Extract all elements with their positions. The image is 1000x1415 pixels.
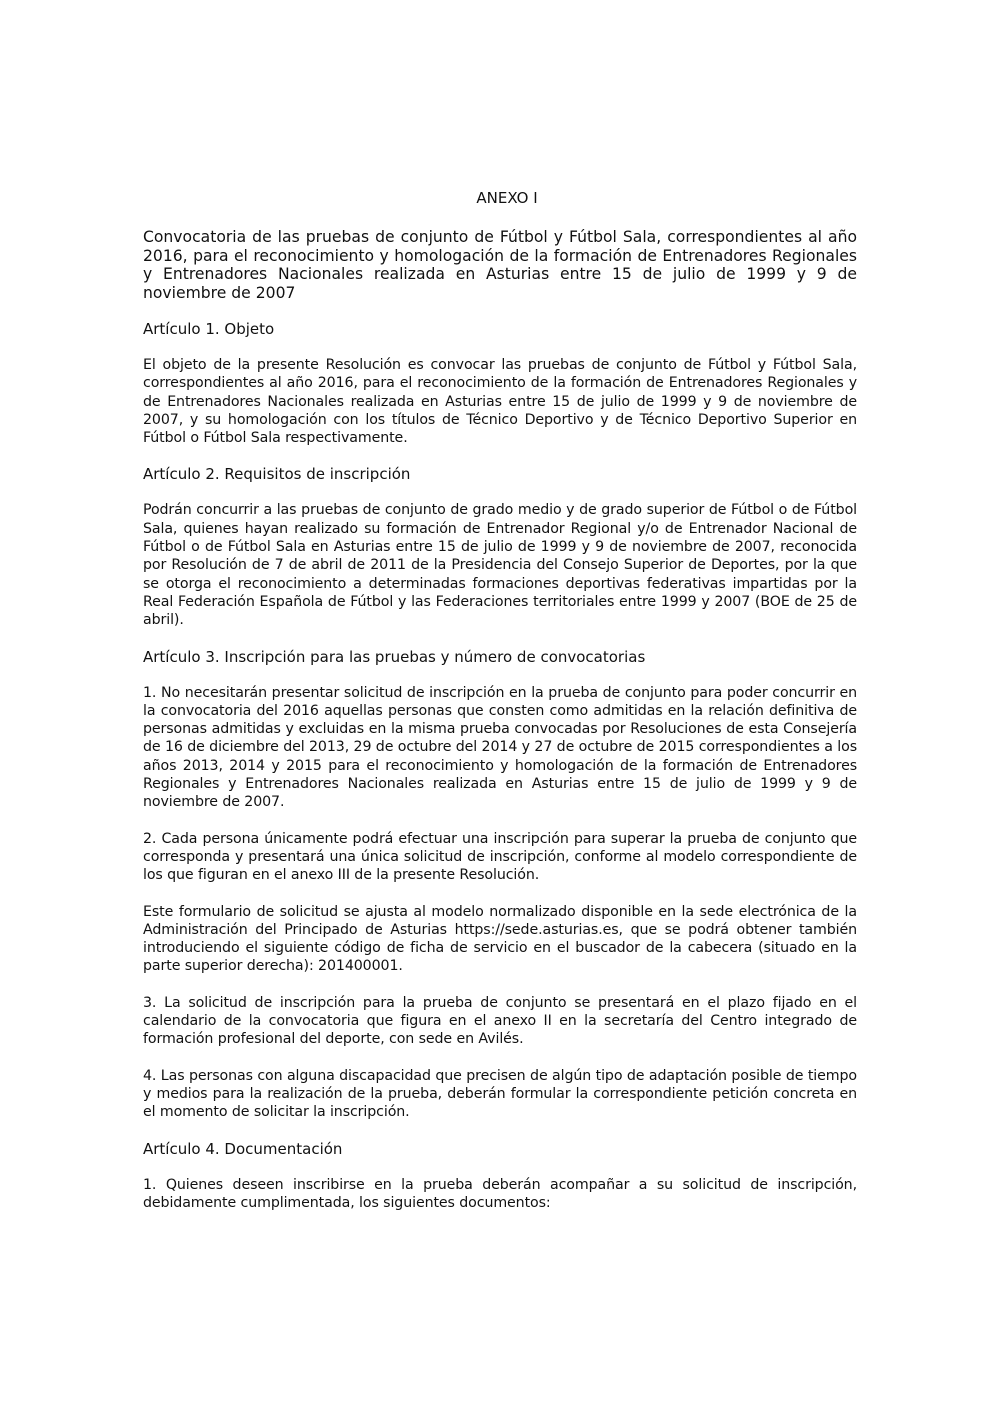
article-heading: Artículo 4. Documentación — [143, 1139, 343, 1158]
article-paragraph: 1. Quienes deseen inscribirse en la prueba deberán acompañar a su solicitud de inscripción, debidamente cumplimentada, los siguientes documentos: — [143, 1176, 857, 1211]
article-paragraph: 2. Cada persona únicamente podrá efectuar una inscripción para superar la prueba de conjunto que corresponda y presentará una única solicitud de inscripción, conforme al modelo correspondiente de los que figuran en el anexo III de la presente Resolución. — [143, 830, 857, 884]
article-1 — [143, 320, 857, 447]
article-paragraph: 4. Las personas con alguna discapacidad que precisen de algún tipo de adaptación posible de tiempo y medios para la realización de la prueba, deberán formular la correspondiente petición concreta en el momento de solicitar la inscripción. — [143, 1067, 857, 1121]
article-paragraph: Este formulario de solicitud se ajusta al modelo normalizado disponible en la sede electrónica de la Administración del Principado de Asturias https://sede.asturias.es, que se podrá obtener también introduciendo el siguiente código de ficha de servicio en el buscador de la cabecera (situado en la parte superior derecha): 201400001. — [143, 903, 857, 975]
article-heading: Artículo 2. Requisitos de inscripción — [143, 465, 411, 484]
annex-title: ANEXO I — [476, 189, 538, 207]
article-4 — [143, 1140, 857, 1213]
article-paragraph: Podrán concurrir a las pruebas de conjunto de grado medio y de grado superior de Fútbol o de Fútbol Sala, quienes hayan realizado su formación de Entrenador Regional y/o de Entrenador Nacional de Fútbol o de Fútbol Sala en Asturias entre 15 de julio de 1999 y 9 de noviembre de 2007, reconocida por Resolución de 7 de abril de 2011 de la Presidencia del Consejo Superior de Deportes, por la que se otorga el reconocimiento a determinadas formaciones deportivas federativas impartidas por la Real Federación Española de Fútbol y las Federaciones territoriales entre 1999 y 2007 (BOE de 25 de abril). — [143, 502, 857, 629]
article-2 — [143, 465, 857, 629]
document-page — [143, 188, 857, 1230]
article-paragraph: 1. No necesitarán presentar solicitud de inscripción en la prueba de conjunto para poder concurrir en la convocatoria del 2016 aquellas personas que consten como admitidas en la relación definitiva de personas admitidas y excluidas en la misma prueba convocadas por Resoluciones de esta Consejería de 16 de diciembre del 2013, 29 de octubre del 2014 y 27 de octubre de 2015 correspondientes a los años 2013, 2014 y 2015 para el reconocimiento y homologación de la formación de Entrenadores Regionales y Entrenadores Nacionales realizada en Asturias entre 15 de julio de 1999 y 9 de noviembre de 2007. — [143, 684, 857, 811]
article-paragraph: 3. La solicitud de inscripción para la prueba de conjunto se presentará en el plazo fijado en el calendario de la convocatoria que figura en el anexo II en la secretaría del Centro integrado de formación profesional del deporte, con sede en Avilés. — [143, 994, 857, 1048]
article-heading: Artículo 3. Inscripción para las pruebas y número de convocatorias — [143, 647, 646, 666]
article-heading: Artículo 1. Objeto — [143, 320, 275, 338]
document-title: Convocatoria de las pruebas de conjunto de Fútbol y Fútbol Sala, correspondientes al año 2016, para el reconocimiento y homologación de la formación de Entrenadores Regionales y Entrenadores Nacionales realizada en Asturias entre 15 de julio de 1999 y 9 de noviembre de 2007 — [143, 228, 857, 302]
article-3 — [143, 648, 857, 1122]
article-paragraph: El objeto de la presente Resolución es convocar las pruebas de conjunto de Fútbol y Fútbol Sala, correspondientes al año 2016, para el reconocimiento de la formación de Entrenadores Regionales y de Entrenadores Nacionales realizada en Asturias entre 15 de julio de 1999 y 9 de noviembre de 2007, y su homologación con los títulos de Técnico Deportivo y de Técnico Deportivo Superior en Fútbol o Fútbol Sala respectivamente. — [143, 357, 857, 447]
